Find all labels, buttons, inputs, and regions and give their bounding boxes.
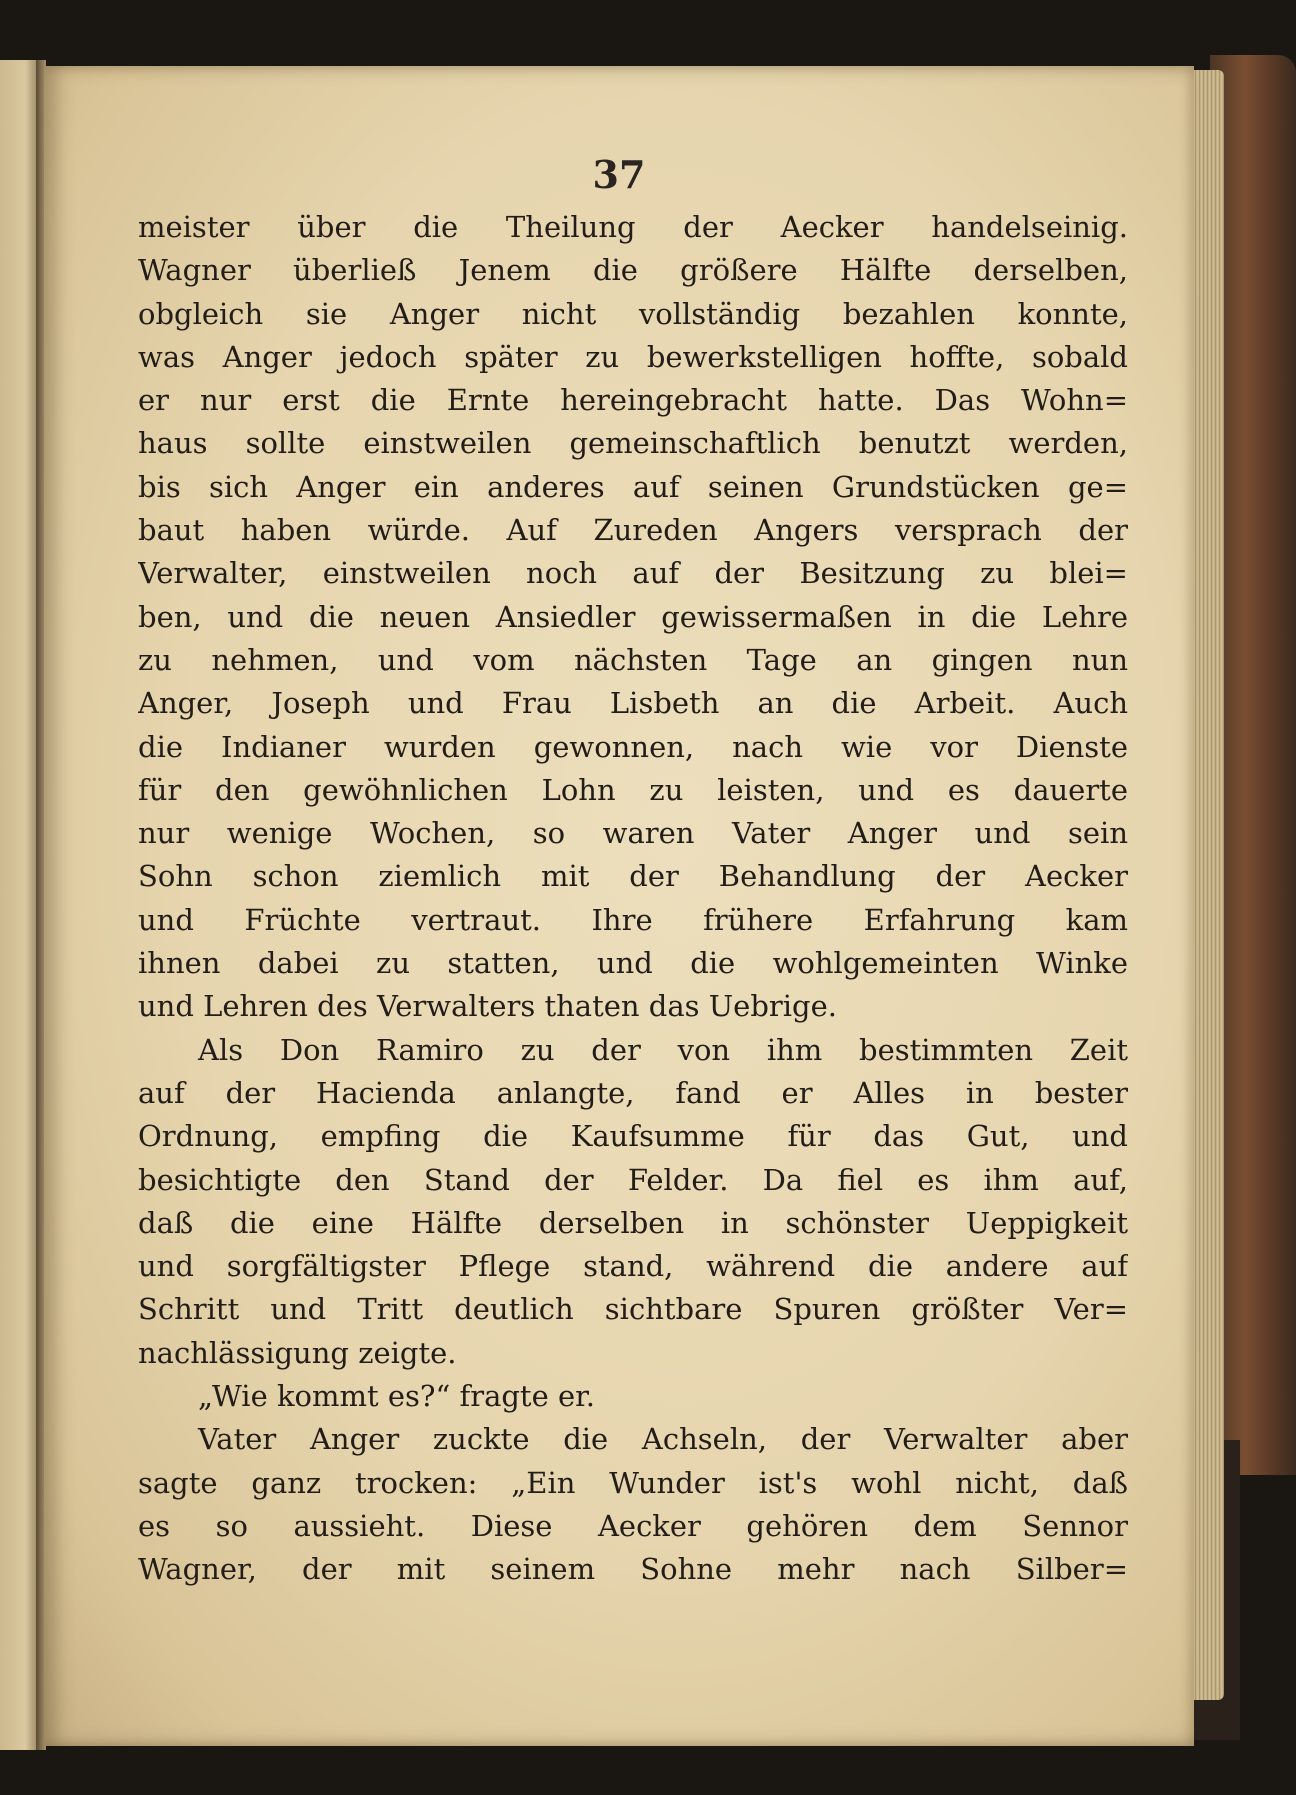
text-line: Wagner überließ Jenem die größere Hälfte derselben,	[138, 253, 1128, 288]
text-line: Sohn schon ziemlich mit der Behandlung der Aecker	[138, 859, 1128, 894]
text-line: ihnen dabei zu statten, und die wohlgemeinten Winke	[138, 946, 1128, 981]
text-line: bis sich Anger ein anderes auf seinen Grundstücken ge=	[138, 469, 1128, 504]
text-line: Wagner, der mit seinem Sohne mehr nach Silber=	[138, 1552, 1128, 1587]
text-line: für den gewöhnlichen Lohn zu leisten, und es dauerte	[138, 772, 1128, 807]
page-number: 37	[592, 152, 646, 197]
text-line: ben, und die neuen Ansiedler gewissermaßen in die Lehre	[138, 599, 1128, 634]
text-line: obgleich sie Anger nicht vollständig bezahlen konnte,	[138, 296, 1128, 331]
text-line: Anger, Joseph und Frau Lisbeth an die Arbeit. Auch	[138, 686, 1128, 721]
book-page	[44, 66, 1194, 1746]
body-text	[138, 206, 1128, 1592]
text-line: nur wenige Wochen, so waren Vater Anger und sein	[138, 816, 1128, 851]
text-line: und Früchte vertraut. Ihre frühere Erfahrung kam	[138, 902, 1128, 937]
text-line: baut haben würde. Auf Zureden Angers versprach der	[138, 513, 1128, 548]
text-line: Vater Anger zuckte die Achseln, der Verwalter aber	[198, 1422, 1128, 1457]
text-line: haus sollte einstweilen gemeinschaftlich benutzt werden,	[138, 426, 1128, 461]
text-line: nachlässigung zeigte.	[138, 1335, 457, 1370]
text-line: und sorgfältigster Pflege stand, während die andere auf	[138, 1249, 1128, 1284]
text-line: Schritt und Tritt deutlich sichtbare Spuren größter Ver=	[138, 1292, 1128, 1327]
text-line: Ordnung, empfing die Kaufsumme für das Gut, und	[138, 1119, 1128, 1154]
text-line: sagte ganz trocken: „Ein Wunder ist's wohl nicht, daß	[138, 1465, 1128, 1500]
text-line: die Indianer wurden gewonnen, nach wie vor Dienste	[138, 729, 1128, 764]
text-line: besichtigte den Stand der Felder. Da fiel es ihm auf,	[138, 1162, 1128, 1197]
text-line: es so aussieht. Diese Aecker gehören dem Sennor	[138, 1508, 1128, 1543]
text-line: er nur erst die Ernte hereingebracht hatte. Das Wohn=	[138, 383, 1128, 418]
text-line: und Lehren des Verwalters thaten das Uebrige.	[138, 989, 837, 1024]
text-line: Als Don Ramiro zu der von ihm bestimmten Zeit	[198, 1032, 1128, 1067]
text-line: Verwalter, einstweilen noch auf der Besitzung zu blei=	[138, 556, 1128, 591]
text-line: „Wie kommt es?“ fragte er.	[198, 1379, 596, 1414]
text-line: daß die eine Hälfte derselben in schönster Ueppigkeit	[138, 1205, 1128, 1240]
text-line: meister über die Theilung der Aecker handelseinig.	[138, 210, 1128, 244]
text-line: was Anger jedoch später zu bewerkstelligen hoffte, sobald	[138, 339, 1128, 374]
text-line: auf der Hacienda anlangte, fand er Alles in bester	[138, 1075, 1128, 1110]
text-line: zu nehmen, und vom nächsten Tage an gingen nun	[138, 642, 1128, 677]
